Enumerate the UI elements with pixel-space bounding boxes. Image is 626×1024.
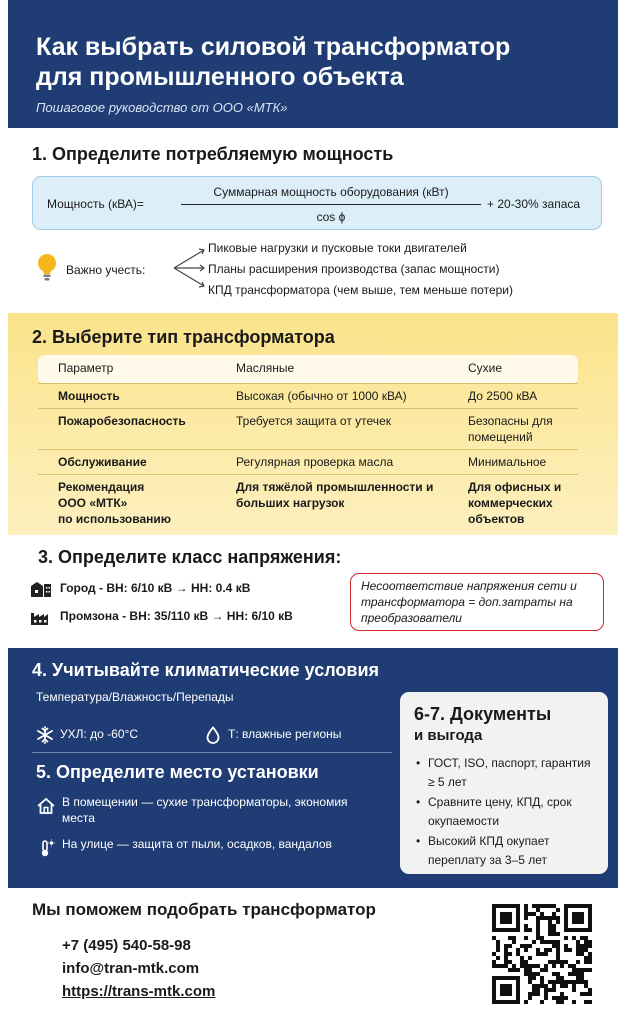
industrial-voltage-text: Промзона - ВН: 35/110 кВ → НН: 6/10 кВ bbox=[60, 609, 293, 624]
step3-section bbox=[8, 535, 618, 648]
weather-thermometer-icon bbox=[36, 838, 56, 858]
list-item: • Сравните цену, КПД, срок окупаемости bbox=[414, 793, 594, 831]
consider-point: Пиковые нагрузки и пусковые токи двигателей bbox=[208, 241, 467, 255]
list-item: • ГОСТ, ISO, паспорт, гарантия ≥ 5 лет bbox=[414, 754, 594, 792]
formula-lhs: Мощность (кВА)= bbox=[47, 197, 144, 211]
recommendation-label-line: ООО «МТК» bbox=[58, 496, 128, 510]
header-banner bbox=[8, 0, 618, 128]
note-label: Важно учесть: bbox=[66, 263, 146, 277]
recommendation-label-line: Рекомендация bbox=[58, 480, 145, 494]
phone-link[interactable]: +7 (495) 540-58-98 bbox=[62, 937, 191, 954]
table-cell-dry: Минимальное bbox=[448, 450, 578, 475]
table-header-cell: Сухие bbox=[448, 355, 578, 384]
recommendation-row bbox=[38, 475, 578, 532]
power-formula bbox=[32, 176, 602, 230]
table-cell-oil: Требуется защита от утечек bbox=[216, 409, 448, 450]
step3-title: 3. Определите класс напряжения: bbox=[38, 547, 342, 567]
step2-title: 2. Выберите тип трансформатора bbox=[32, 327, 335, 347]
climate-cold-text: УХЛ: до -60°С bbox=[60, 727, 138, 742]
industrial-voltage bbox=[30, 609, 293, 625]
climate-humid-text: Т: влажные регионы bbox=[228, 727, 342, 742]
step4-title: 4. Учитывайте климатические условия bbox=[32, 660, 380, 680]
table-row bbox=[38, 450, 578, 475]
recommendation-dry: Для офисных и коммерческих объектов bbox=[468, 480, 562, 526]
website-link[interactable]: https://trans-mtk.com bbox=[62, 983, 216, 1000]
qr-code-icon[interactable] bbox=[492, 904, 592, 1004]
city-voltage bbox=[30, 581, 250, 597]
voltage-mismatch-warning: Несоответствие напряжения сети и трансформатора = доп.затраты на преобразователи bbox=[350, 573, 604, 631]
step4-subtitle: Температура/Влажность/Перепады bbox=[36, 690, 234, 704]
location-outdoor bbox=[36, 836, 376, 852]
table-cell-dry: Безопасны для помещений bbox=[448, 409, 578, 450]
page-title bbox=[36, 32, 590, 92]
consider-points-list bbox=[208, 238, 513, 301]
recommendation-label-line: по использованию bbox=[58, 512, 172, 526]
factory-icon bbox=[30, 609, 52, 625]
climate-location-section bbox=[8, 648, 618, 888]
documents-benefits-box bbox=[400, 692, 608, 874]
list-item: • Высокий КПД окупает переплату за 3–5 лет bbox=[414, 832, 594, 870]
table-cell-oil: Регулярная проверка масла bbox=[216, 450, 448, 475]
step67-subtitle: и выгода bbox=[414, 727, 483, 744]
formula-numerator: Суммарная мощность оборудования (кВт) bbox=[181, 185, 481, 205]
email-link[interactable]: info@tran-mtk.com bbox=[62, 960, 200, 977]
step67-title: 6-7. Документы bbox=[414, 704, 552, 724]
formula-rhs: + 20-30% запаса bbox=[487, 197, 581, 211]
table-row bbox=[38, 409, 578, 450]
city-voltage-text: Город - ВН: 6/10 кВ → НН: 0.4 кВ bbox=[60, 581, 251, 596]
step1-title: 1. Определите потребляемую мощность bbox=[32, 144, 394, 164]
page-subtitle: Пошаговое руководство от ООО «МТК» bbox=[36, 100, 288, 115]
consider-point: Планы расширения производства (запас мощности) bbox=[208, 262, 500, 276]
formula-denominator: cos ϕ bbox=[316, 210, 346, 224]
table-cell-param: Мощность bbox=[38, 384, 216, 409]
climate-humid bbox=[204, 726, 341, 744]
table-header-row bbox=[38, 355, 578, 384]
climate-cold bbox=[36, 726, 138, 744]
recommendation-oil: Для тяжёлой промышленности и больших нагрузок bbox=[236, 480, 434, 510]
step67-list bbox=[414, 754, 594, 870]
water-drop-icon bbox=[204, 726, 222, 744]
contact-list bbox=[62, 934, 215, 1003]
footer bbox=[8, 888, 618, 1024]
house-icon bbox=[36, 796, 56, 816]
location-indoor bbox=[36, 794, 376, 826]
lightbulb-icon bbox=[36, 252, 58, 284]
step1-section bbox=[8, 128, 618, 313]
table-cell-param: Обслуживание bbox=[38, 450, 216, 475]
step5-title: 5. Определите место установки bbox=[36, 762, 319, 782]
table-header-cell: Параметр bbox=[38, 355, 216, 384]
formula-fraction bbox=[181, 185, 481, 224]
table-cell-param: Пожаробезопасность bbox=[38, 409, 216, 450]
city-building-icon bbox=[30, 581, 52, 597]
snowflake-icon bbox=[36, 726, 54, 744]
page-title-line1: Как выбрать силовой трансформатор bbox=[36, 33, 511, 61]
table-cell-dry: До 2500 кВА bbox=[448, 384, 578, 409]
transformer-comparison-table bbox=[38, 355, 578, 531]
table-row bbox=[38, 384, 578, 409]
footer-cta: Мы поможем подобрать трансформатор bbox=[32, 900, 376, 919]
consider-point: КПД трансформатора (чем выше, тем меньше потери) bbox=[208, 283, 513, 297]
table-header-cell: Масляные bbox=[216, 355, 448, 384]
table-cell-oil: Высокая (обычно от 1000 кВА) bbox=[216, 384, 448, 409]
recommendation-label bbox=[38, 475, 216, 532]
location-indoor-text: В помещении — сухие трансформаторы, экономия места bbox=[62, 795, 348, 825]
section-divider bbox=[32, 752, 392, 753]
page-title-line2: для промышленного объекта bbox=[36, 63, 404, 91]
location-outdoor-text: На улице — защита от пыли, осадков, вандалов bbox=[62, 837, 332, 851]
step2-section bbox=[8, 313, 618, 535]
